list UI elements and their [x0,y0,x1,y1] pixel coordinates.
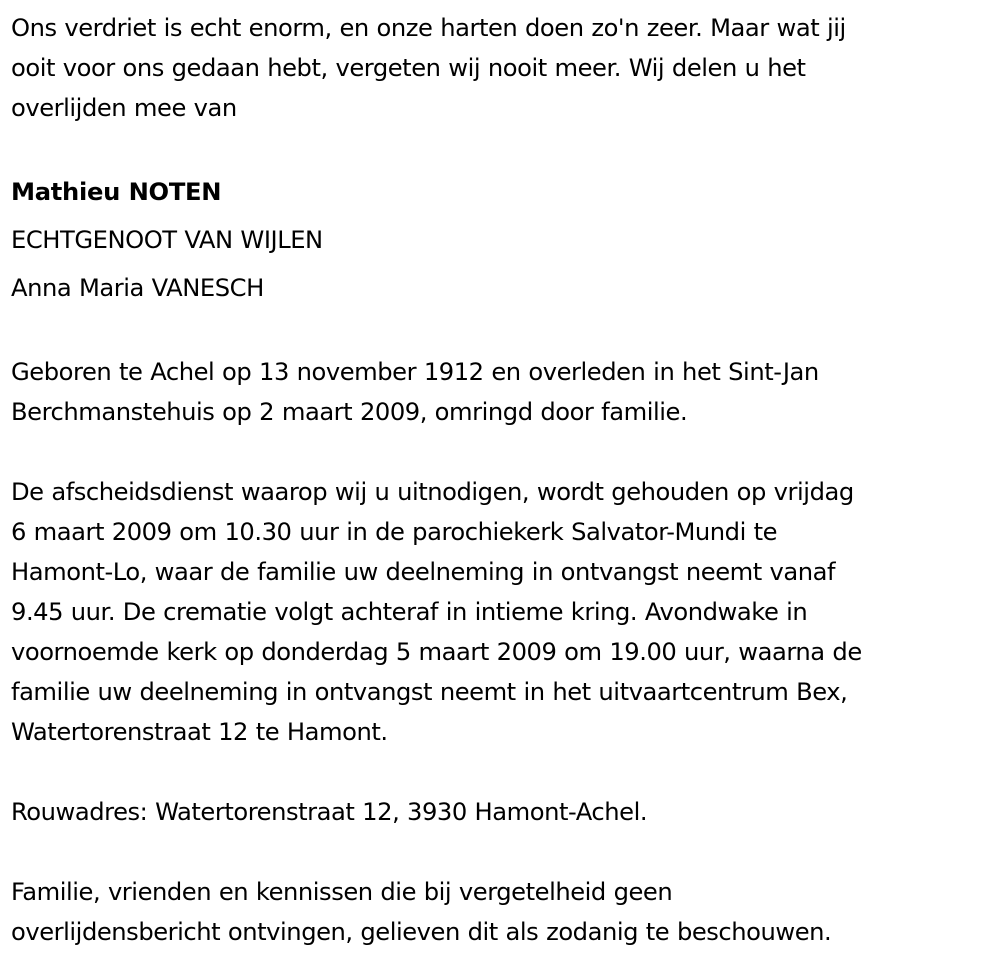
deceased-block [11,168,989,312]
text-line: overlijdensbericht ontvingen, gelieven dit als zodanig te beschouwen. [11,918,832,946]
birth-death-paragraph [11,352,989,432]
text-line: Watertorenstraat 12 te Hamont. [11,718,388,746]
text-line: Ons verdriet is echt enorm, en onze harten doen zo'n zeer. Maar wat jij [11,14,846,42]
text-line: De afscheidsdienst waarop wij u uitnodigen, wordt gehouden op vrijdag [11,478,854,506]
spouse-name: Anna Maria VANESCH [11,274,264,302]
address-paragraph [11,792,989,832]
text-line: 6 maart 2009 om 10.30 uur in de parochiekerk Salvator-Mundi te [11,518,778,546]
text-line: ooit voor ons gedaan hebt, vergeten wij nooit meer. Wij delen u het [11,54,806,82]
text-line: voornoemde kerk op donderdag 5 maart 2009 om 19.00 uur, waarna de [11,638,862,666]
service-paragraph [11,472,989,752]
deceased-name: Mathieu NOTEN [11,178,222,206]
mourning-address: Rouwadres: Watertorenstraat 12, 3930 Hamont-Achel. [11,798,648,826]
text-line: overlijden mee van [11,94,237,122]
text-line: familie uw deelneming in ontvangst neemt in het uitvaartcentrum Bex, [11,678,848,706]
relation-label: ECHTGENOOT VAN WIJLEN [11,226,323,254]
text-line: Hamont-Lo, waar de familie uw deelneming in ontvangst neemt vanaf [11,558,836,586]
text-line: Geboren te Achel op 13 november 1912 en overleden in het Sint-Jan [11,358,819,386]
closing-paragraph [11,872,989,952]
intro-paragraph [11,8,989,128]
text-line: 9.45 uur. De crematie volgt achteraf in intieme kring. Avondwake in [11,598,808,626]
text-line: Berchmanstehuis op 2 maart 2009, omringd door familie. [11,398,688,426]
text-line: Familie, vrienden en kennissen die bij vergetelheid geen [11,878,673,906]
